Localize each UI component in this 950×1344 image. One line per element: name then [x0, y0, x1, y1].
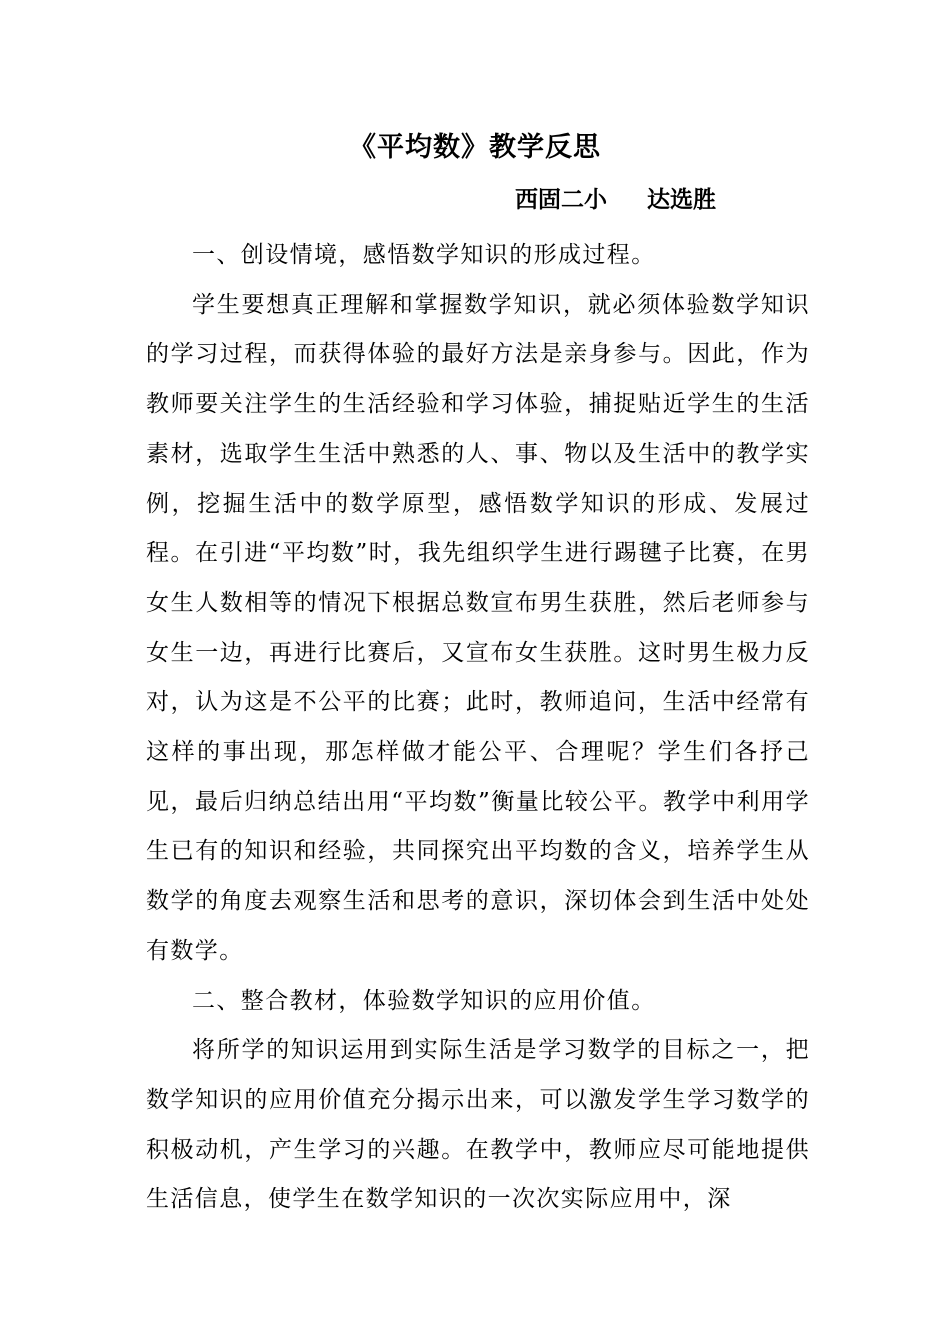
- document-title: 《平均数》教学反思: [349, 132, 601, 163]
- body-paragraph-1: 学生要想真正理解和掌握数学知识，就必须体验数学知识的学习过程，而获得体验的最好方法是亲身参与。因此，作为教师要关注学生的生活经验和学习体验，捕捉贴近学生的生活素材，选取学生生活中熟悉的人、事、物以及生活中的教学实例，挖掘生活中的数学原型，感悟数学知识的形成、发展过程。在引进“平均数”时，我先组织学生进行踢毽子比赛，在男女生人数相等的情况下根据总数宣布男生获胜，然后老师参与女生一边，再进行比赛后，又宣布女生获胜。这时男生极力反对，认为这是不公平的比赛；此时，教师追问，生活中经常有这样的事出现，那怎样做才能公平、合理呢？学生们各抒己见，最后归纳总结出用“平均数”衡量比较公平。教学中利用学生已有的知识和经验，共同探究出平均数的含义，培养学生从数学的角度去观察生活和思考的意识，深切体会到生活中处处有数学。: [146, 291, 810, 964]
- section-heading-1: 一、创设情境，感悟数学知识的形成过程。: [192, 242, 656, 268]
- section-heading-2: 二、整合教材，体验数学知识的应用价值。: [192, 987, 656, 1014]
- body-paragraph-2: 将所学的知识运用到实际生活是学习数学的目标之一，把数学知识的应用价值充分揭示出来，可以激发学生学习数学的积极动机，产生学习的兴趣。在教学中，教师应尽可能地提供生活信息，使学生在数学知识的一次次实际应用中，深: [146, 1037, 810, 1213]
- author-byline: 西固二小 达选胜: [515, 187, 717, 213]
- document-body: [146, 231, 810, 1225]
